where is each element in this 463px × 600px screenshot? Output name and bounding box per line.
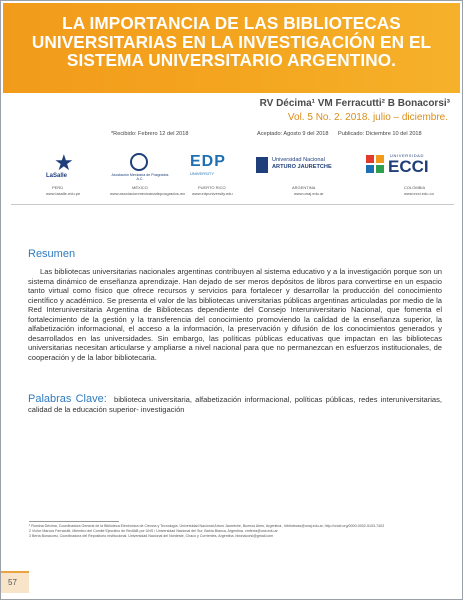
ecci-top-text: UNIVERSIDAD [390, 153, 424, 158]
keywords-label: Palabras Clave: [28, 393, 107, 405]
star-icon: ★ [54, 150, 74, 175]
accepted-date: Aceptado: Agosto 9 del 2018 [257, 131, 329, 137]
logo-edp [186, 151, 256, 199]
keywords-text: biblioteca universitaria, alfabetización informacional, políticas públicas, redes interuniversitarias, calidad de la educación superior- investigación [28, 395, 442, 414]
unaj-name-line2: ARTURO JAURETCHE [272, 164, 332, 170]
ecci-emblem-icon [366, 155, 384, 173]
partner-logos [46, 151, 451, 199]
page-number-tab [1, 571, 29, 593]
logo-url: www.unaj.edu.ar [294, 191, 324, 196]
logo-country: PERÚ [52, 185, 64, 190]
logo-country: PUERTO RICO [198, 185, 226, 190]
amp-wordmark: Asociación Mexicana de Posgrados A.C. [111, 173, 169, 181]
footnotes [29, 524, 449, 539]
abstract-body: Las bibliotecas universitarias nacionales argentinas contribuyen al sistema educativo y a la investigación porque son un sistema dinámico de enseñanza aprendizaje. Han dejado de ser meros depósitos de libros para convertirse en un espacio tanto virtual como físico que ofrece recursos y servicios para fortalecer y desarrollar la producción del conocimiento científico y académico. Se presenta el valor de las bibliotecas universitarias públicas argentinas articuladas por medio de la Red Interuniversitaria Argentina de Bibliotecas dependiente del Consejo Interuniversitario Nacional, que fomenta el fortalecimiento de la gestión y la transferencia del conocimiento promoviendo la calidad de la enseñanza superior, la alfabetización informacional, el acceso a la información, la preservación y difusión de los conocimientos generados y desarrollados en las universidades. Sin embargo, las políticas públicas educativas que impactan en las bibliotecas universitarias necesitan articularse y ampliarse a nivel nacional para que no permanezcan en esfuerzos institucionales, de cooperación y de la labor bibliotecaria. [28, 267, 442, 362]
logo-unaj [256, 151, 356, 199]
logo-url: www.lasalle.edu.pe [46, 191, 81, 196]
authors-line: RV Décima¹ VM Ferracutti² B Bonacorsi³ [259, 98, 450, 109]
lasalle-wordmark: LaSalle [46, 173, 68, 179]
unaj-name-line1: Universidad Nacional [272, 157, 325, 163]
logo-amp [110, 151, 186, 199]
footnote-1: ¹ Romina Décima, Coordinadora General de la Biblioteca Electrónica de Ciencia y Tecnología. Universidad Nacional Arturo Jauretche, Buenos Aires, Argentina., bibliotecas@unaj.edu.ar, http://orcid.org/0000-0002-5103-7403 [29, 524, 385, 528]
logo-url: www.asociacionmexicanadeposgrados.mx [110, 191, 186, 196]
volume-line: Vol. 5 No. 2. 2018. julio – diciembre. [287, 112, 448, 123]
footnote-2: 2 Víctor Marcos Ferracutti, Miembro del Comité Ejecutivo de RedIAB por UNS / Universidad Nacional del Sur, Bahía Blanca, Argentina. vmferra@uns.edu.ar [29, 529, 278, 533]
logo-lasalle [46, 151, 116, 199]
logo-country: ARGENTINA [292, 185, 316, 190]
footnote-rule [29, 521, 119, 522]
keywords-paragraph [28, 394, 442, 415]
published-date: Publicado: Diciembre 10 del 2018 [338, 131, 422, 137]
abstract-heading: Resumen [28, 248, 76, 260]
logo-ecci [366, 151, 451, 199]
page-number: 57 [8, 578, 17, 587]
article-title: LA IMPORTANCIA DE LAS BIBLIOTECAS UNIVERSITARIAS EN LA INVESTIGACIÓN EN EL SISTEMA UNIVERSITARIO ARGENTINO. [31, 13, 432, 71]
amp-emblem-icon [130, 153, 148, 171]
edp-tagline: UNIVERSITY [190, 171, 215, 176]
ecci-wordmark: ECCI [388, 157, 429, 176]
logo-country: MÉXICO [132, 185, 148, 190]
title-banner [3, 3, 460, 93]
received-date: *Recibido: Febrero 12 del 2018 [111, 131, 189, 137]
edp-wordmark: EDP [190, 153, 226, 170]
unaj-emblem-icon [256, 157, 268, 173]
footnote-3: 3 Berta Bonacorsi, Coordinadora del Repositorio Institucional. Universidad Nacional del Nordeste, Chaco y Corrientes, Argentina. bbonacorsi@gmail.com [29, 534, 274, 538]
section-divider [11, 204, 454, 205]
logo-country: COLOMBIA [404, 185, 426, 190]
logo-url: www.ecci.edu.co [404, 191, 434, 196]
logo-url: www.edpuniversity.edu [192, 191, 233, 196]
